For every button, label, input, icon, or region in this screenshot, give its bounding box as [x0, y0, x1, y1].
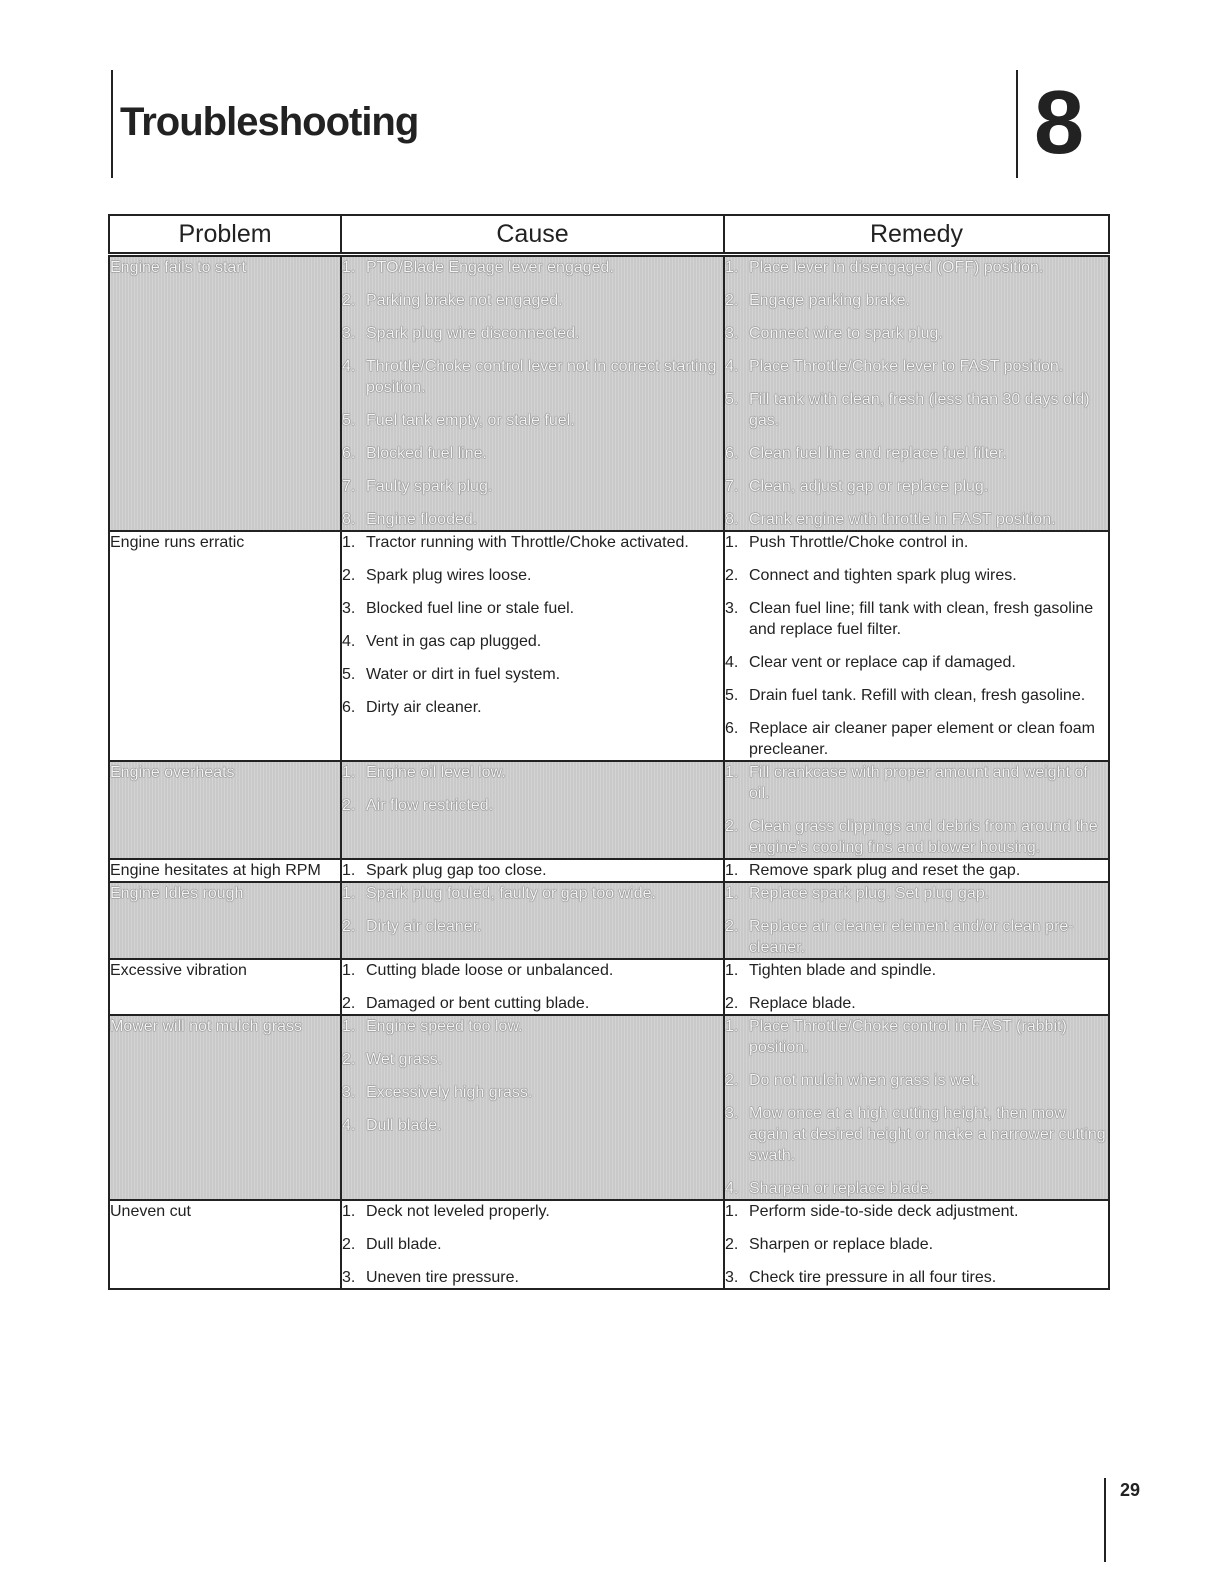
- item-number: 1.: [725, 962, 739, 979]
- item-number: 8.: [725, 511, 739, 528]
- remedy-item: [725, 1103, 1108, 1166]
- table-row: [109, 255, 1109, 532]
- remedy-text: Clean fuel line and replace fuel filter.: [749, 445, 1007, 462]
- remedy-cell: [724, 1015, 1109, 1200]
- chapter-number: 8: [1034, 73, 1085, 173]
- item-number: 2.: [342, 797, 356, 814]
- table-row: [109, 1200, 1109, 1289]
- cause-text: Wet grass.: [366, 1051, 443, 1068]
- item-number: 4.: [342, 1117, 356, 1134]
- remedy-item: [725, 883, 1108, 904]
- cause-item: [342, 1267, 723, 1288]
- item-number: 3.: [342, 1084, 356, 1101]
- cause-text: Cutting blade loose or unbalanced.: [366, 962, 614, 979]
- remedy-item: [725, 1070, 1108, 1091]
- cause-text: Dull blade.: [366, 1117, 442, 1134]
- remedy-text: Replace spark plug. Set plug gap.: [749, 885, 990, 902]
- cause-text: Blocked fuel line or stale fuel.: [366, 600, 575, 617]
- item-number: 2.: [725, 818, 739, 835]
- remedy-text: Tighten blade and spindle.: [749, 962, 937, 979]
- remedy-cell: [724, 255, 1109, 532]
- cause-item: [342, 1016, 723, 1037]
- problem-cell: [109, 1200, 341, 1289]
- item-number: 1.: [342, 534, 356, 551]
- item-number: 3.: [342, 1269, 356, 1286]
- item-number: 8.: [342, 511, 356, 528]
- item-number: 2.: [725, 918, 739, 935]
- item-number: 1.: [725, 885, 739, 902]
- item-number: 2.: [342, 567, 356, 584]
- remedy-item: [725, 993, 1108, 1014]
- cause-item: [342, 1115, 723, 1136]
- item-number: 4.: [725, 358, 739, 375]
- cause-cell: [341, 959, 724, 1015]
- title-divider: [111, 70, 113, 178]
- table-header-row: [109, 215, 1109, 255]
- item-number: 1.: [342, 962, 356, 979]
- cause-text: Vent in gas cap plugged.: [366, 633, 542, 650]
- item-number: 6.: [342, 699, 356, 716]
- remedy-text: Crank engine with throttle in FAST position.: [749, 511, 1056, 528]
- cause-item: [342, 1234, 723, 1255]
- page-number: 29: [1120, 1480, 1141, 1500]
- page-number-divider: [1104, 1478, 1106, 1562]
- item-number: 1.: [725, 1203, 739, 1220]
- remedy-text: Place Throttle/Choke lever to FAST position.: [749, 358, 1064, 375]
- cause-text: Fuel tank empty, or stale fuel.: [366, 412, 575, 429]
- cause-item: [342, 476, 723, 497]
- cause-text: Throttle/Choke control lever not in correct starting position.: [366, 358, 717, 396]
- remedy-text: Clear vent or replace cap if damaged.: [749, 654, 1016, 671]
- remedy-item: [725, 960, 1108, 981]
- cause-item: [342, 993, 723, 1014]
- remedy-item: [725, 476, 1108, 497]
- remedy-item: [725, 356, 1108, 377]
- table-row: [109, 882, 1109, 959]
- cause-cell: [341, 531, 724, 761]
- cause-item: [342, 795, 723, 816]
- header-problem: Problem: [109, 215, 341, 255]
- remedy-text: Drain fuel tank. Refill with clean, fresh gasoline.: [749, 687, 1086, 704]
- item-number: 1.: [342, 1203, 356, 1220]
- item-number: 5.: [725, 391, 739, 408]
- item-number: 1.: [342, 259, 356, 276]
- problem-cell: [109, 531, 341, 761]
- cause-cell: [341, 761, 724, 859]
- cause-item: [342, 1082, 723, 1103]
- cause-text: Engine oil level low.: [366, 764, 506, 781]
- item-number: 4.: [725, 654, 739, 671]
- item-number: 2.: [342, 1051, 356, 1068]
- cause-item: [342, 356, 723, 398]
- cause-cell: [341, 1015, 724, 1200]
- item-number: 6.: [725, 445, 739, 462]
- item-number: 2.: [725, 1236, 739, 1253]
- cause-text: Parking brake not engaged.: [366, 292, 563, 309]
- remedy-item: [725, 1234, 1108, 1255]
- remedy-text: Do not mulch when grass is wet.: [749, 1072, 980, 1089]
- remedy-item: [725, 443, 1108, 464]
- remedy-cell: [724, 859, 1109, 882]
- cause-item: [342, 257, 723, 278]
- remedy-item: [725, 1201, 1108, 1222]
- remedy-text: Place lever in disengaged (OFF) position.: [749, 259, 1044, 276]
- problem-cell: [109, 859, 341, 882]
- item-number: 1.: [342, 1018, 356, 1035]
- remedy-item: [725, 565, 1108, 586]
- remedy-text: Sharpen or replace blade.: [749, 1180, 934, 1197]
- cause-cell: [341, 882, 724, 959]
- cause-text: Dull blade.: [366, 1236, 442, 1253]
- remedy-item: [725, 685, 1108, 706]
- item-number: 1.: [342, 862, 356, 879]
- table-body: [109, 255, 1109, 1290]
- troubleshooting-table: [108, 214, 1110, 1290]
- item-number: 2.: [342, 292, 356, 309]
- cause-item: [342, 697, 723, 718]
- problem-cell: [109, 761, 341, 859]
- remedy-item: [725, 1267, 1108, 1288]
- remedy-item: [725, 290, 1108, 311]
- cause-text: Dirty air cleaner.: [366, 918, 482, 935]
- table-row: [109, 1015, 1109, 1200]
- remedy-item: [725, 257, 1108, 278]
- remedy-text: Connect and tighten spark plug wires.: [749, 567, 1017, 584]
- problem-text: Engine hesitates at high RPM: [110, 862, 321, 879]
- cause-item: [342, 598, 723, 619]
- cause-text: Damaged or bent cutting blade.: [366, 995, 590, 1012]
- item-number: 2.: [342, 995, 356, 1012]
- remedy-item: [725, 762, 1108, 804]
- cause-text: Tractor running with Throttle/Choke activated.: [366, 534, 689, 551]
- item-number: 3.: [725, 1105, 739, 1122]
- cause-item: [342, 509, 723, 530]
- cause-item: [342, 762, 723, 783]
- remedy-item: [725, 532, 1108, 553]
- remedy-text: Mow once at a high cutting height, then mow again at desired height or make a narrower cutting swath.: [749, 1105, 1106, 1164]
- remedy-text: Place Throttle/Choke control in FAST (rabbit) position.: [749, 1018, 1067, 1056]
- cause-text: Spark plug fouled, faulty or gap too wide.: [366, 885, 656, 902]
- item-number: 3.: [342, 600, 356, 617]
- cause-item: [342, 664, 723, 685]
- remedy-item: [725, 1016, 1108, 1058]
- cause-item: [342, 565, 723, 586]
- header-cause: Cause: [341, 215, 724, 255]
- problem-cell: [109, 1015, 341, 1200]
- cause-item: [342, 410, 723, 431]
- cause-cell: [341, 1200, 724, 1289]
- item-number: 1.: [725, 259, 739, 276]
- item-number: 1.: [725, 534, 739, 551]
- item-number: 4.: [725, 1180, 739, 1197]
- cause-text: Deck not leveled properly.: [366, 1203, 550, 1220]
- item-number: 3.: [725, 1269, 739, 1286]
- problem-text: Engine Idles rough: [110, 885, 244, 902]
- remedy-text: Replace blade.: [749, 995, 856, 1012]
- remedy-item: [725, 389, 1108, 431]
- cause-item: [342, 1201, 723, 1222]
- remedy-cell: [724, 882, 1109, 959]
- remedy-text: Sharpen or replace blade.: [749, 1236, 934, 1253]
- remedy-text: Fill tank with clean, fresh (less than 30 days old) gas.: [749, 391, 1090, 429]
- remedy-item: [725, 816, 1108, 858]
- cause-item: [342, 631, 723, 652]
- item-number: 1.: [342, 885, 356, 902]
- table-row: [109, 761, 1109, 859]
- cause-text: Water or dirt in fuel system.: [366, 666, 561, 683]
- remedy-item: [725, 916, 1108, 958]
- cause-item: [342, 290, 723, 311]
- item-number: 6.: [342, 445, 356, 462]
- item-number: 7.: [725, 478, 739, 495]
- remedy-item: [725, 1178, 1108, 1199]
- item-number: 1.: [342, 764, 356, 781]
- item-number: 6.: [725, 720, 739, 737]
- cause-item: [342, 883, 723, 904]
- cause-item: [342, 960, 723, 981]
- cause-text: Uneven tire pressure.: [366, 1269, 519, 1286]
- remedy-text: Connect wire to spark plug.: [749, 325, 943, 342]
- cause-text: Air flow restricted.: [366, 797, 494, 814]
- table-row: [109, 959, 1109, 1015]
- remedy-cell: [724, 959, 1109, 1015]
- remedy-text: Replace air cleaner element and/or clean pre-cleaner.: [749, 918, 1074, 956]
- cause-item: [342, 323, 723, 344]
- item-number: 1.: [725, 862, 739, 879]
- cause-cell: [341, 255, 724, 532]
- remedy-item: [725, 718, 1108, 760]
- cause-text: Engine flooded.: [366, 511, 478, 528]
- remedy-text: Clean grass clippings and debris from around the engine's cooling fins and blower housing.: [749, 818, 1098, 856]
- remedy-item: [725, 652, 1108, 673]
- problem-cell: [109, 959, 341, 1015]
- item-number: 1.: [725, 1018, 739, 1035]
- item-number: 2.: [725, 1072, 739, 1089]
- remedy-text: Fill crankcase with proper amount and weight of oil.: [749, 764, 1088, 802]
- cause-text: Blocked fuel line.: [366, 445, 487, 462]
- cause-item: [342, 443, 723, 464]
- problem-text: Engine runs erratic: [110, 534, 245, 551]
- problem-text: Uneven cut: [110, 1203, 191, 1220]
- remedy-text: Clean, adjust gap or replace plug.: [749, 478, 989, 495]
- remedy-text: Check tire pressure in all four tires.: [749, 1269, 997, 1286]
- chapter-divider: [1016, 70, 1018, 178]
- table-row: [109, 859, 1109, 882]
- problem-text: Excessive vibration: [110, 962, 247, 979]
- cause-text: Faulty spark plug.: [366, 478, 493, 495]
- item-number: 5.: [725, 687, 739, 704]
- cause-text: Engine speed too low.: [366, 1018, 523, 1035]
- remedy-item: [725, 509, 1108, 530]
- remedy-text: Replace air cleaner paper element or clean foam precleaner.: [749, 720, 1095, 758]
- remedy-item: [725, 323, 1108, 344]
- item-number: 4.: [342, 633, 356, 650]
- remedy-cell: [724, 531, 1109, 761]
- cause-text: Spark plug wires loose.: [366, 567, 532, 584]
- remedy-text: Perform side-to-side deck adjustment.: [749, 1203, 1019, 1220]
- cause-cell: [341, 859, 724, 882]
- cause-text: Spark plug wire disconnected.: [366, 325, 580, 342]
- table-row: [109, 531, 1109, 761]
- item-number: 3.: [342, 325, 356, 342]
- problem-cell: [109, 882, 341, 959]
- cause-text: PTO/Blade Engage lever engaged.: [366, 259, 614, 276]
- remedy-item: [725, 860, 1108, 881]
- item-number: 2.: [725, 292, 739, 309]
- item-number: 2.: [725, 567, 739, 584]
- remedy-cell: [724, 1200, 1109, 1289]
- item-number: 4.: [342, 358, 356, 375]
- item-number: 5.: [342, 412, 356, 429]
- item-number: 3.: [725, 325, 739, 342]
- problem-text: Mower will not mulch grass: [110, 1018, 303, 1035]
- problem-text: Engine fails to start: [110, 259, 247, 276]
- item-number: 7.: [342, 478, 356, 495]
- item-number: 5.: [342, 666, 356, 683]
- cause-text: Excessively high grass.: [366, 1084, 533, 1101]
- remedy-item: [725, 598, 1108, 640]
- item-number: 3.: [725, 600, 739, 617]
- page-title: Troubleshooting: [120, 100, 419, 144]
- item-number: 2.: [342, 1236, 356, 1253]
- problem-cell: [109, 255, 341, 532]
- item-number: 2.: [725, 995, 739, 1012]
- cause-item: [342, 860, 723, 881]
- remedy-text: Remove spark plug and reset the gap.: [749, 862, 1021, 879]
- cause-item: [342, 1049, 723, 1070]
- header-remedy: Remedy: [724, 215, 1109, 255]
- cause-text: Spark plug gap too close.: [366, 862, 547, 879]
- remedy-text: Push Throttle/Choke control in.: [749, 534, 969, 551]
- remedy-text: Engage parking brake.: [749, 292, 910, 309]
- cause-item: [342, 916, 723, 937]
- item-number: 1.: [725, 764, 739, 781]
- problem-text: Engine overheats: [110, 764, 235, 781]
- remedy-cell: [724, 761, 1109, 859]
- cause-item: [342, 532, 723, 553]
- item-number: 2.: [342, 918, 356, 935]
- remedy-text: Clean fuel line; fill tank with clean, fresh gasoline and replace fuel filter.: [749, 600, 1094, 638]
- cause-text: Dirty air cleaner.: [366, 699, 482, 716]
